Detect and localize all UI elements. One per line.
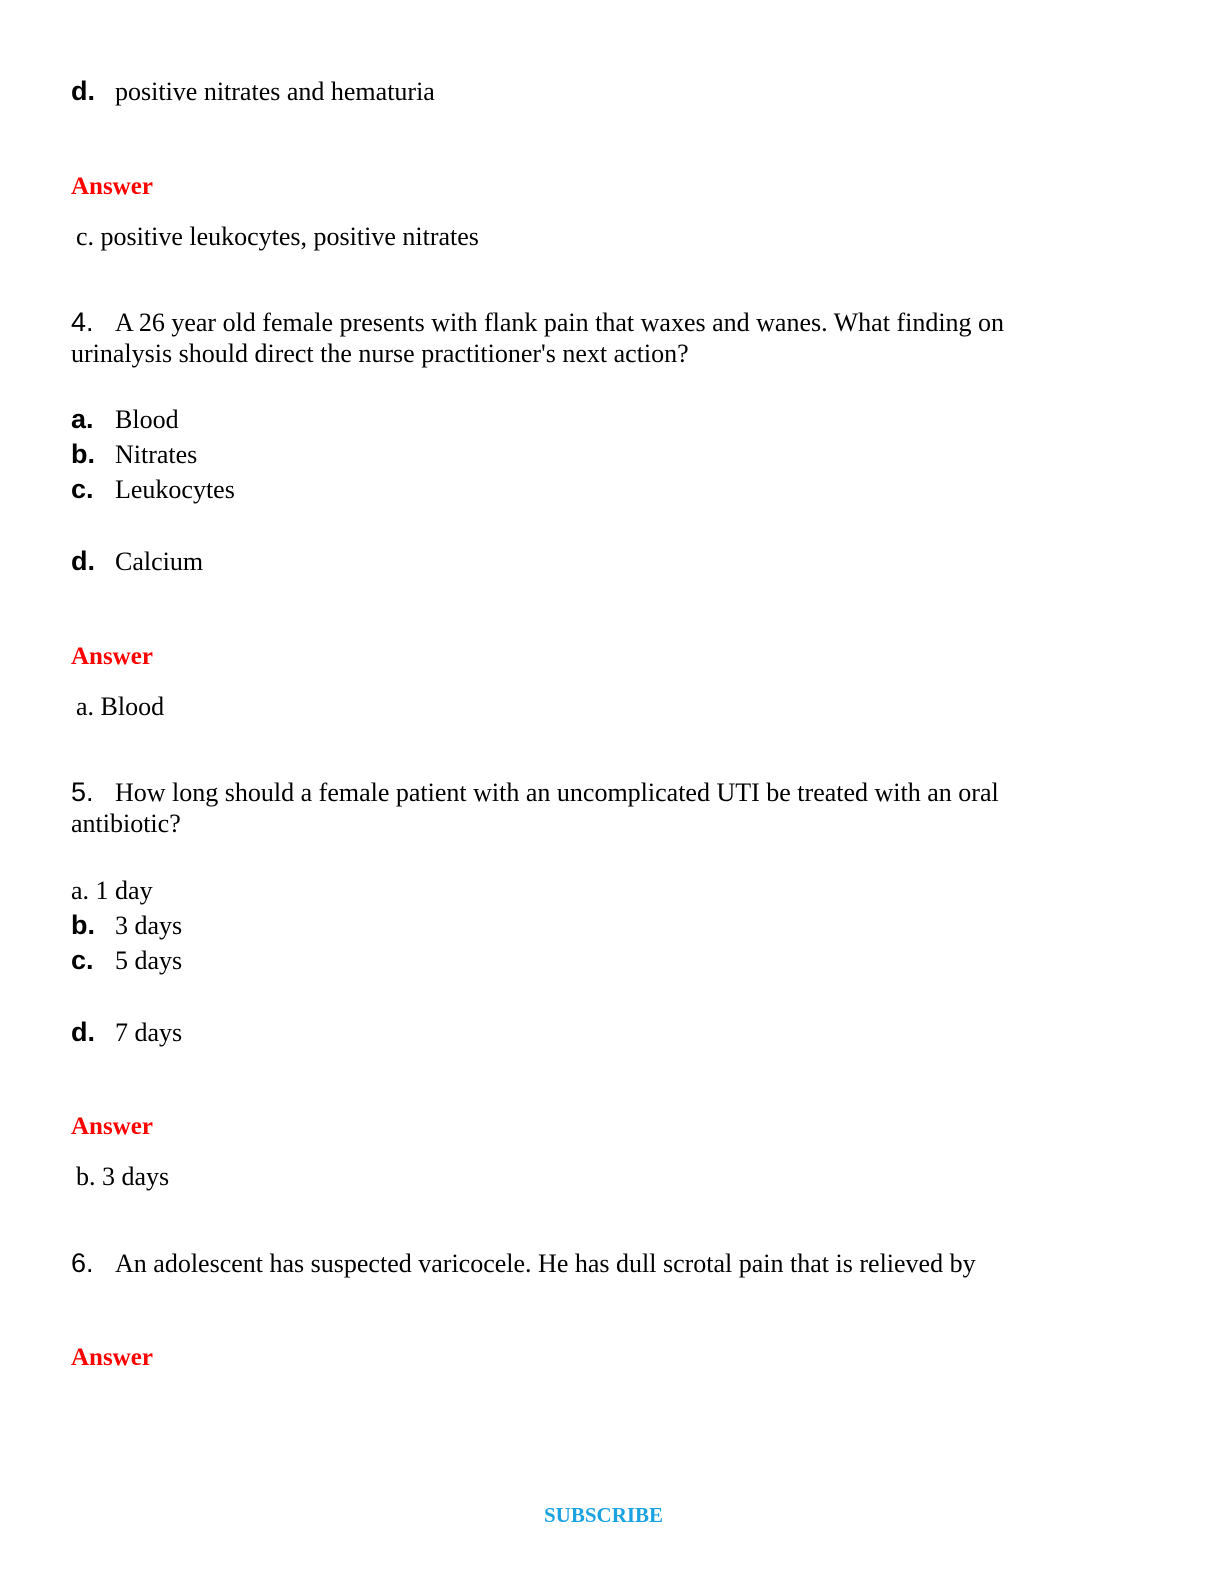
q5-options-group xyxy=(71,875,182,980)
option-text: 7 days xyxy=(115,1018,183,1047)
question-text-line1: A 26 year old female presents with flank pain that waxes and wanes. What finding on xyxy=(115,308,1005,337)
option-label: b. xyxy=(71,439,95,469)
option-text: 5 days xyxy=(115,946,183,975)
option-text: 3 days xyxy=(115,911,183,940)
q4-option-c xyxy=(71,474,235,509)
q4-question xyxy=(71,307,1004,369)
q3-answer-heading: Answer xyxy=(71,173,153,200)
subscribe-link[interactable]: SUBSCRIBE xyxy=(544,1503,664,1527)
option-label: a. xyxy=(71,404,94,434)
option-text: positive nitrates and hematuria xyxy=(115,77,435,106)
question-number: 6. xyxy=(71,1248,94,1278)
option-label: c. xyxy=(71,474,94,504)
option-label: c. xyxy=(71,945,94,975)
question-text-line2: antibiotic? xyxy=(71,809,181,838)
q5-option-b xyxy=(71,910,182,945)
option-label: d. xyxy=(71,76,95,106)
q5-option-c xyxy=(71,945,182,980)
option-text: Blood xyxy=(115,405,179,434)
q4-options-group xyxy=(71,404,235,509)
q5-question xyxy=(71,777,999,839)
option-text: Calcium xyxy=(115,547,204,576)
option-text: Leukocytes xyxy=(115,475,235,504)
question-number: 5. xyxy=(71,777,94,807)
question-text-line1: How long should a female patient with an uncomplicated UTI be treated with an oral xyxy=(115,778,999,807)
q4-option-b xyxy=(71,439,235,474)
q4-option-a xyxy=(71,404,235,439)
q5-question-line1 xyxy=(71,777,999,808)
option-label: d. xyxy=(71,546,95,576)
q4-option-d xyxy=(71,546,203,577)
q5-answer-text: b. 3 days xyxy=(76,1162,170,1191)
option-label: d. xyxy=(71,1017,95,1047)
q4-question-line1 xyxy=(71,307,1004,338)
q5-answer-heading: Answer xyxy=(71,1113,153,1140)
q6-answer-heading: Answer xyxy=(71,1344,153,1371)
question-number: 4. xyxy=(71,307,94,337)
q5-option-d xyxy=(71,1017,182,1048)
q3-answer-text: c. positive leukocytes, positive nitrates xyxy=(76,222,479,251)
q4-answer-heading: Answer xyxy=(71,643,153,670)
question-text-line1: An adolescent has suspected varicocele. He has dull scrotal pain that is relieved by xyxy=(115,1249,976,1278)
q5-option-a: a. 1 day xyxy=(71,876,153,905)
question-text-line2: urinalysis should direct the nurse practitioner's next action? xyxy=(71,339,689,368)
q6-question xyxy=(71,1248,976,1279)
q3-option-d xyxy=(71,76,435,107)
q4-answer-text: a. Blood xyxy=(76,692,165,721)
option-text: Nitrates xyxy=(115,440,198,469)
option-label: b. xyxy=(71,910,95,940)
